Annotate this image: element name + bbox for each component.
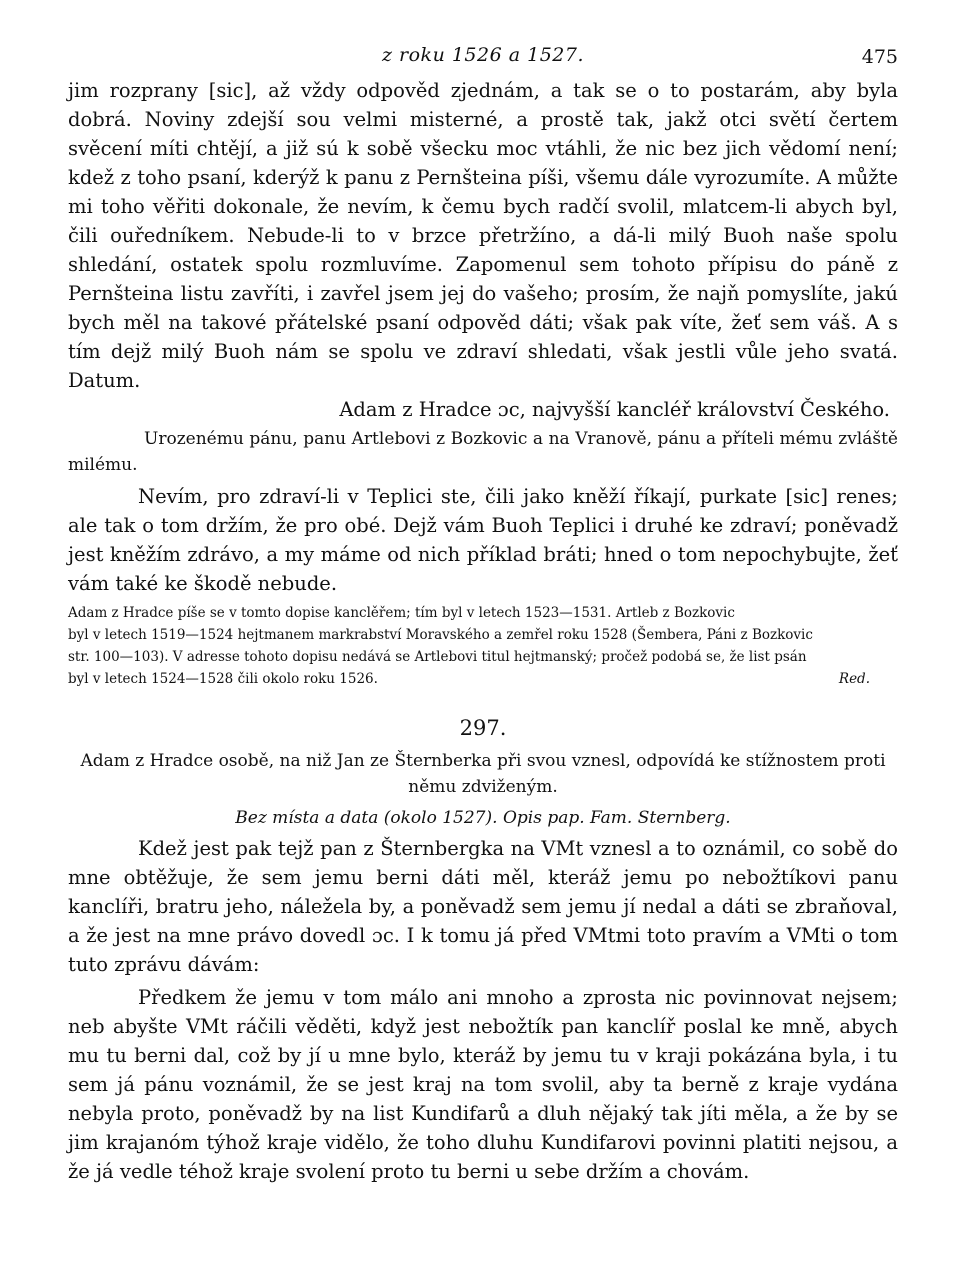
book-page [68,36,898,1186]
postscript: Nevím, pro zdraví-li v Teplici ste, čili jako kněží říkají, purkate [sic] renes; ale tak o tom držím, že pro obé. Dejž vám Buoh Teplici i druhé ke zdraví; poněvadž jest kněžím zdrávo, a my máme od nich příklad bráti; hned o tom nepochybujte, žeť vám také ke škodě nebude. [68,485,898,595]
document-source: Bez místa a data (okolo 1527). Opis pap. Fam. Sternberg. [235,808,731,828]
editorial-note [68,602,898,690]
note-line: str. 100—103). V adresse tohoto dopisu nedává se Artlebovi titul hejtmanský; pročež podobá se, že list psán [68,649,807,665]
letter-296-continuation [68,76,898,690]
editor-mark: Red. [838,671,870,687]
note-line: byl v letech 1524—1528 čili okolo roku 1526. [68,671,378,687]
running-title: z roku 1526 a 1527. [381,44,584,66]
letter-297 [68,716,898,1186]
document-number: 297. [459,716,507,740]
address: Urozenému pánu, panu Artlebovi z Bozkovic a na Vranově, pánu a příteli mému zvláště milému. [68,429,898,475]
letter-body-paragraph-1: Kdež jest pak tejž pan z Šternbergka na VMt vznesl a to oznámil, co sobě do mne obtěžuje, že sem jemu berni dáti měl, kteráž jemu po nebožtíkovi panu kanclíři, bratru jeho, náležela by, a poněvadž sem jemu jí nedal a dáti se zbraňoval, a že jest na mne právo dovedl ɔc. I k tomu já před VMtmi toto pravím a VMti o tom tuto zprávu dávám: [68,837,898,976]
letter-body: jim rozprany [sic], až vždy odpověd zjednám, a tak se o to postarám, aby byla dobrá. Noviny zdejší sou velmi misterné, a prostě tak, jakž otci světí čertem svěcení míti chtějí, a již sú k sobě všecku moc vtáhli, že nic bez jich vědomí není; kdež z toho psaní, kderýž k panu z Pernšteina píši, všemu dále vyrozumíte. A můžte mi toho věřiti dokonale, že nevím, k čemu bych radčí svolil, mlatcem-li abych byl, čili ouředníkem. Nebude-li to v brzce přetržíno, a dá-li milý Buoh naše spolu shledání, ostatek spolu rozmluvíme. Zapomenul sem tohoto přípisu do páně z Pernšteina listu zavříti, i zavřel jsem jej do vašeho; prosím, že najň pomyslíte, jakú bych měl na takové přátelské psaní odpověd dáti; však pak víte, žeť sem váš. A s tím dejž milý Buoh nám se spolu ve zdraví shledati, však jestli vůle jeho svatá. Datum. [68,79,898,392]
running-head [68,36,898,76]
signature: Adam z Hradce ɔc, najvyšší kancléř království Českého. [339,398,890,421]
note-last-line [68,668,898,690]
page-number: 475 [861,46,898,68]
document-heading: Adam z Hradce osobě, na niž Jan ze Šternberka při svou vznesl, odpovídá ke stížnostem proti němu zdviženým. [80,751,886,797]
note-line: byl v letech 1519—1524 hejtmanem markrabství Moravského a zemřel roku 1528 (Šembera, Páni z Bozkovic [68,627,813,643]
letter-body-paragraph-2: Předkem že jemu v tom málo ani mnoho a zprosta nic povinnovat nejsem; neb abyšte VMt ráčili věděti, když jest nebožtík pan kanclíř poslal ke mně, abych mu tu berni dal, což by jí u mne bylo, kteráž by jemu tu v kraji pokázána byla, i tu sem já pánu voznámil, že se jest kraj na tom svolil, aby ta berně z kraje vydána nebyla proto, poněvadž by na list Kundifarů a dluh nějaký tak jíti měla, a že by se jim krajanóm týhož kraje vidělo, že toho dluhu Kundifarovi povinni platiti nejsou, a že já vedle téhož kraje svolení proto tu berni u sebe držím a chovám. [68,986,898,1183]
note-line: Adam z Hradce píše se v tomto dopise kanclěřem; tím byl v letech 1523—1531. Artleb z Bozkovic [68,605,735,621]
